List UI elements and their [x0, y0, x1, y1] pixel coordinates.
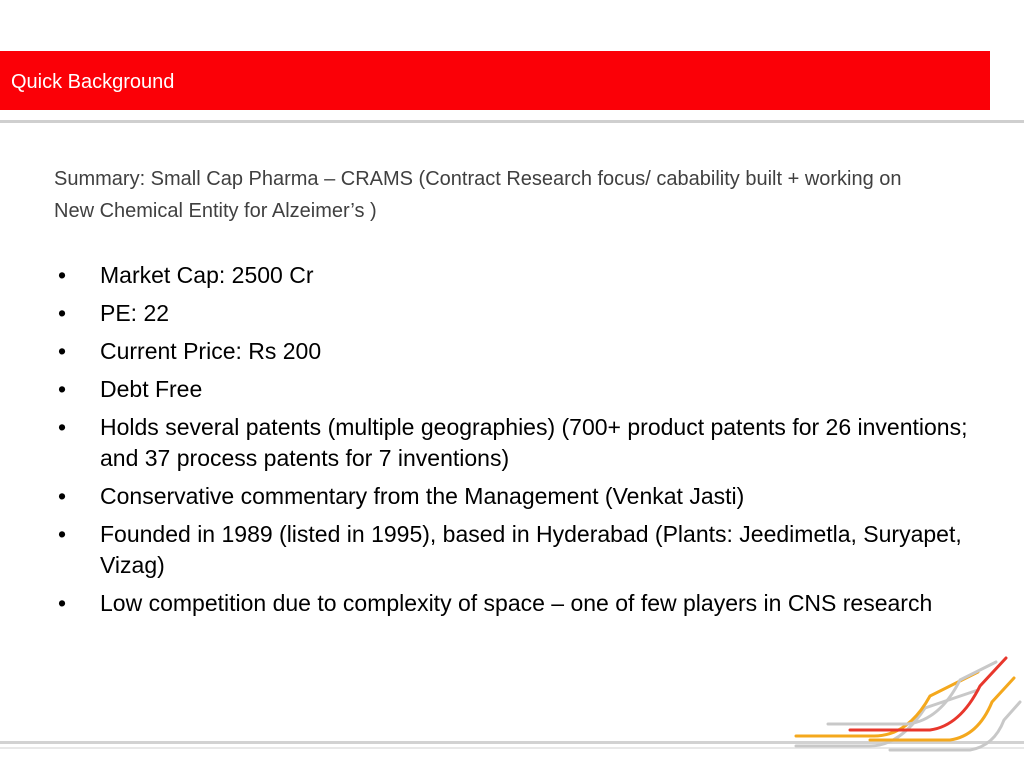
bullet-item-debt-free: [58, 374, 968, 405]
bullet-glyph: •: [58, 338, 67, 364]
bullet-glyph: •: [58, 590, 67, 616]
bullet-glyph: •: [58, 483, 67, 509]
brand-swoosh-graphic: [790, 650, 1024, 760]
bullet-text: Holds several patents (multiple geographies) (700+ product patents for 26 inventions; and 37 process patents for 7 inventions): [100, 414, 968, 471]
bullet-text: Founded in 1989 (listed in 1995), based in Hyderabad (Plants: Jeedimetla, Suryapet, Vizag): [100, 521, 962, 578]
bullet-text: Market Cap: 2500 Cr: [100, 262, 314, 288]
summary-text: Summary: Small Cap Pharma – CRAMS (Contract Research focus/ cabability built + working on New Chemical Entity for Alzeimer’s ): [54, 168, 902, 222]
bullet-item-patents: [58, 412, 968, 474]
bullet-item-current-price: [58, 336, 968, 367]
bullet-list: [58, 260, 968, 626]
bullet-item-pe: [58, 298, 968, 329]
bullet-glyph: •: [58, 300, 67, 326]
swoosh-stripe: [796, 690, 978, 746]
bullet-item-founded: [58, 519, 968, 581]
bullet-item-commentary: [58, 481, 968, 512]
bullet-item-competition: [58, 588, 968, 619]
bullet-glyph: •: [58, 521, 67, 547]
bullet-glyph: •: [58, 262, 67, 288]
bullet-text: Current Price: Rs 200: [100, 338, 322, 364]
bullet-text: PE: 22: [100, 300, 170, 326]
bullet-text: Conservative commentary from the Management (Venkat Jasti): [100, 483, 745, 509]
header-divider: [0, 120, 1024, 123]
slide-title: Quick Background: [11, 71, 175, 93]
bullet-glyph: •: [58, 414, 67, 440]
bullet-text: Low competition due to complexity of space – one of few players in CNS research: [100, 590, 933, 616]
swoosh-stripe: [796, 672, 978, 736]
bullet-glyph: •: [58, 376, 67, 402]
bullet-item-market-cap: [58, 260, 968, 291]
bullet-text: Debt Free: [100, 376, 203, 402]
